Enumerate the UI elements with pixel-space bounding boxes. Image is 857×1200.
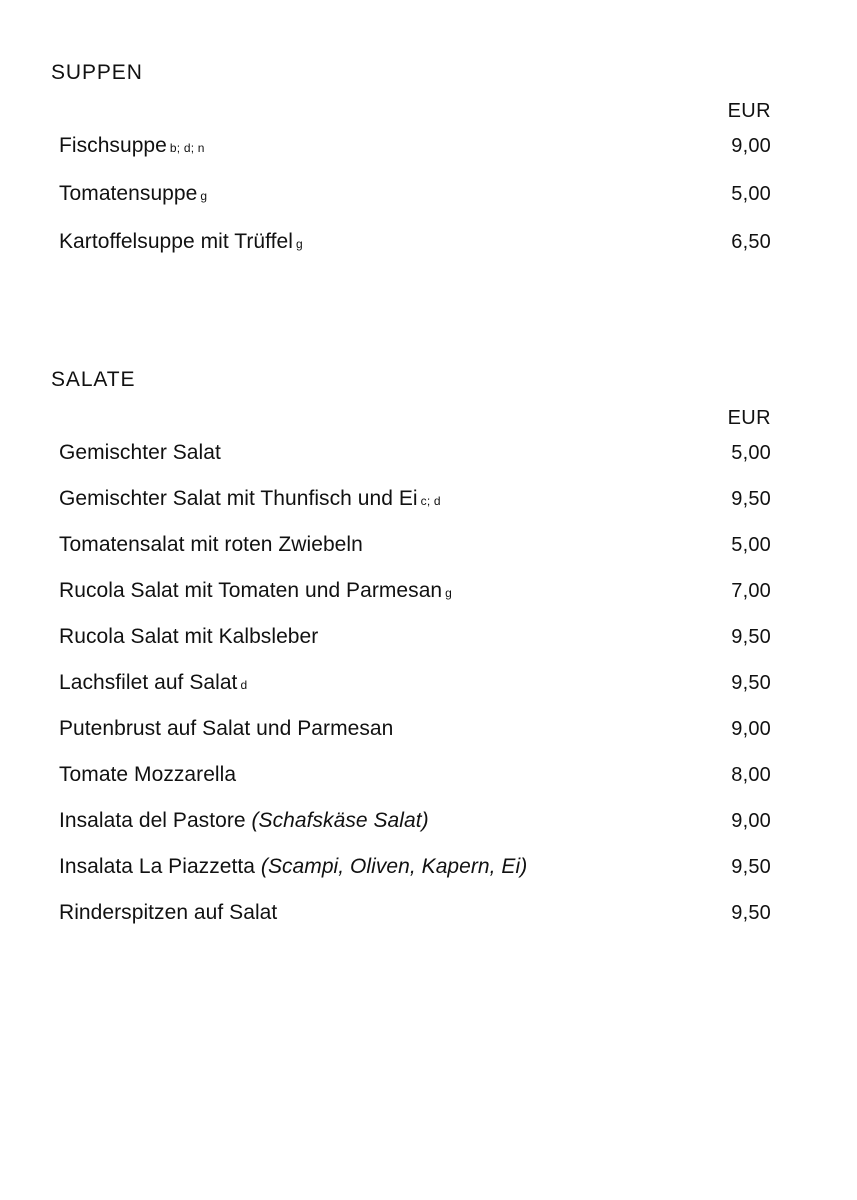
menu-item [51,716,771,762]
menu-section-salate [51,367,771,946]
menu-item-name [59,578,452,606]
currency-label: EUR [727,407,771,429]
menu-item [51,229,771,277]
menu-item [51,440,771,486]
menu-section-suppen [51,60,771,277]
menu-item-price: 5,00 [731,534,771,556]
allergen-codes: c; d [420,494,441,508]
currency-label: EUR [727,100,771,122]
menu-item-title: Lachsfilet auf Salat [59,671,238,694]
menu-item [51,578,771,624]
menu-item-title: Rucola Salat mit Tomaten und Parmesan [59,579,443,602]
menu-item-title: Putenbrust auf Salat und Parmesan [59,717,394,740]
section-spacer [51,293,771,367]
menu-item [51,486,771,532]
currency-header-suppen [51,100,771,123]
menu-item-description: (Scampi, Oliven, Kapern, Ei) [260,855,528,878]
menu-item-name [59,486,441,514]
menu-item-price: 9,50 [731,902,771,924]
menu-item [51,854,771,900]
menu-item [51,624,771,670]
menu-item-title: Kartoffelsuppe mit Trüffel [59,230,293,253]
menu-item-price: 7,00 [731,580,771,602]
menu-item-price: 9,50 [731,488,771,510]
allergen-codes: g [200,189,208,203]
menu-item-title: Insalata La Piazzetta [59,855,256,878]
menu-item-price: 5,00 [731,183,771,205]
menu-item-title: Tomatensuppe [59,182,198,205]
menu-item-name [59,808,429,834]
menu-item-name [59,716,396,744]
allergen-codes: d [240,678,248,692]
menu-item-name [59,854,527,880]
menu-item-list-salate [51,440,771,946]
menu-item [51,670,771,716]
menu-item-list-suppen [51,133,771,277]
menu-item-name [59,670,247,698]
section-heading-salate: SALATE [51,368,136,391]
menu-item-name [59,440,224,468]
menu-item-price: 9,50 [731,626,771,648]
menu-item-price: 9,00 [731,810,771,832]
menu-item-price: 9,50 [731,672,771,694]
menu-item-price: 5,00 [731,442,771,464]
menu-item-name [59,229,303,257]
menu-item-price: 8,00 [731,764,771,786]
menu-item-price: 9,00 [731,135,771,157]
menu-item [51,133,771,181]
menu-item-title: Fischsuppe [59,134,167,157]
menu-item [51,808,771,854]
menu-item-name [59,532,366,560]
allergen-codes: b; d; n [169,141,205,155]
menu-item-title: Insalata del Pastore [59,809,246,832]
menu-item-description: (Schafskäse Salat) [251,809,429,832]
menu-item-name [59,624,321,652]
menu-item-name [59,900,280,928]
menu-item [51,532,771,578]
menu-item [51,762,771,808]
section-heading-suppen: SUPPEN [51,61,143,84]
menu-item-price: 9,50 [731,856,771,878]
allergen-codes: g [295,237,303,251]
menu-item [51,900,771,946]
menu-item-title: Gemischter Salat mit Thunfisch und Ei [59,487,418,510]
allergen-codes: g [445,586,453,600]
menu-item-title: Tomate Mozzarella [59,763,237,786]
menu-item-name [59,133,205,161]
currency-header-salate [51,407,771,430]
menu-item-title: Rinderspitzen auf Salat [59,901,278,924]
menu-item-title: Tomatensalat mit roten Zwiebeln [59,533,363,556]
menu-item-title: Gemischter Salat [59,441,221,464]
menu-item-price: 9,00 [731,718,771,740]
menu-content [51,60,771,962]
menu-item [51,181,771,229]
menu-item-name [59,181,207,209]
menu-item-name [59,762,239,790]
menu-item-title: Rucola Salat mit Kalbsleber [59,625,319,648]
menu-item-price: 6,50 [731,231,771,253]
